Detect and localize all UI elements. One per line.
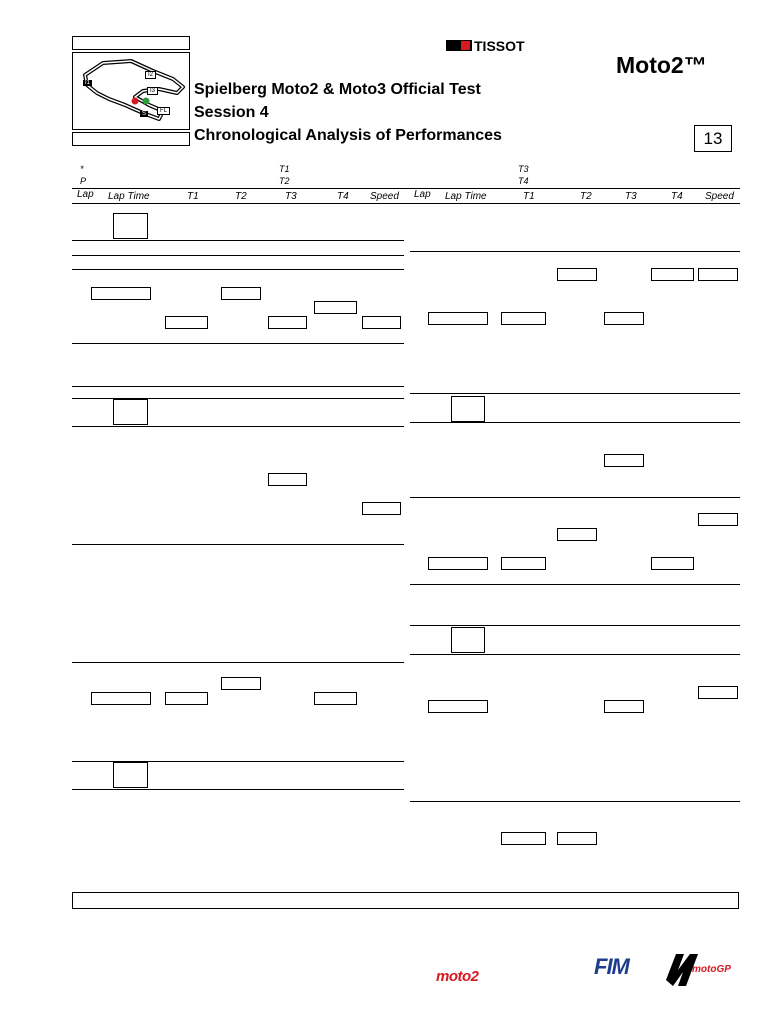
best-speed-box <box>698 268 738 281</box>
page-number: 13 <box>694 125 732 152</box>
footer-info-box <box>72 892 739 909</box>
col-t3-left: T3 <box>285 191 297 202</box>
best-sector-box <box>221 287 261 300</box>
team-name-box <box>72 132 190 146</box>
separator <box>72 255 404 256</box>
best-laptime-box <box>91 692 151 705</box>
col-t4-left: T4 <box>337 191 349 202</box>
legend-t1: T1 <box>279 164 290 174</box>
separator <box>72 426 404 427</box>
best-sector-box <box>557 528 597 541</box>
marker-s: S <box>142 111 147 117</box>
col-speed-left: Speed <box>370 191 399 202</box>
legend-t4: T4 <box>518 176 529 186</box>
best-sector-box <box>314 692 357 705</box>
best-sector-box <box>268 316 307 329</box>
legend-t2: T2 <box>279 176 290 186</box>
pit-box <box>113 399 148 425</box>
pit-box <box>113 762 148 788</box>
pit-box <box>113 213 148 239</box>
finish-dot-icon <box>143 98 150 105</box>
separator <box>410 422 740 423</box>
best-sector-box <box>557 268 597 281</box>
best-sector-box <box>651 557 694 570</box>
track-outline-icon <box>73 53 189 129</box>
col-laptime-left: Lap Time <box>108 191 150 202</box>
col-t1-right: T1 <box>523 191 535 202</box>
separator <box>72 544 404 545</box>
best-speed-box <box>698 513 738 526</box>
separator <box>72 662 404 663</box>
col-t2-left: T2 <box>235 191 247 202</box>
best-sector-box <box>604 312 644 325</box>
marker-i3: I3 <box>147 87 158 95</box>
separator <box>410 801 740 802</box>
best-laptime-box <box>428 557 488 570</box>
tissot-cross-plus-icon <box>461 41 470 50</box>
col-lap-right: Lap <box>414 189 431 200</box>
separator <box>410 584 740 585</box>
rider-name-box <box>72 36 190 50</box>
best-speed-box <box>698 686 738 699</box>
best-speed-box <box>362 316 401 329</box>
event-title: Spielberg Moto2 & Moto3 Official Test <box>194 81 481 98</box>
best-speed-box <box>362 502 401 515</box>
best-sector-box <box>501 832 546 845</box>
marker-i1: I1 <box>85 80 91 86</box>
best-sector-box <box>604 700 644 713</box>
marker-fl: FL <box>157 107 170 115</box>
legend-symbol-star: * <box>80 164 84 174</box>
col-t1-left: T1 <box>187 191 199 202</box>
separator <box>410 393 740 394</box>
class-title: Moto2™ <box>616 52 707 78</box>
best-sector-box <box>651 268 694 281</box>
header-rule-top <box>72 188 740 189</box>
separator <box>72 789 404 790</box>
legend-t3: T3 <box>518 164 529 174</box>
separator <box>72 269 404 270</box>
separator <box>410 654 740 655</box>
col-speed-right: Speed <box>705 191 734 202</box>
best-sector-box <box>221 677 261 690</box>
best-sector-box <box>165 316 208 329</box>
header-rule-bottom <box>72 203 740 204</box>
start-dot-icon <box>132 98 139 105</box>
best-laptime-box <box>428 700 488 713</box>
best-sector-box <box>557 832 597 845</box>
separator <box>72 343 404 344</box>
separator <box>410 251 740 252</box>
col-lap-left: Lap <box>77 189 94 200</box>
separator <box>410 625 740 626</box>
separator <box>72 240 404 241</box>
tissot-wordmark: TISSOT <box>474 38 525 54</box>
best-sector-box <box>501 557 546 570</box>
best-sector-box <box>501 312 546 325</box>
session-title: Session 4 <box>194 104 269 121</box>
col-t2-right: T2 <box>580 191 592 202</box>
moto2-logo: moto2 <box>436 968 479 985</box>
pit-box <box>451 396 485 422</box>
best-laptime-box <box>428 312 488 325</box>
separator <box>72 386 404 387</box>
separator <box>410 497 740 498</box>
col-t3-right: T3 <box>625 191 637 202</box>
pit-box <box>451 627 485 653</box>
best-sector-box <box>165 692 208 705</box>
motogp-logo: motoGP <box>664 950 734 990</box>
analysis-title: Chronological Analysis of Performances <box>194 127 502 144</box>
best-sector-box <box>604 454 644 467</box>
track-map <box>72 52 190 130</box>
best-sector-box <box>268 473 307 486</box>
best-laptime-box <box>91 287 151 300</box>
col-laptime-right: Lap Time <box>445 191 487 202</box>
best-sector-box <box>314 301 357 314</box>
col-t4-right: T4 <box>671 191 683 202</box>
fim-logo: FIM <box>594 954 629 979</box>
marker-i2: I2 <box>145 71 156 79</box>
legend-symbol-p: P <box>80 176 87 186</box>
